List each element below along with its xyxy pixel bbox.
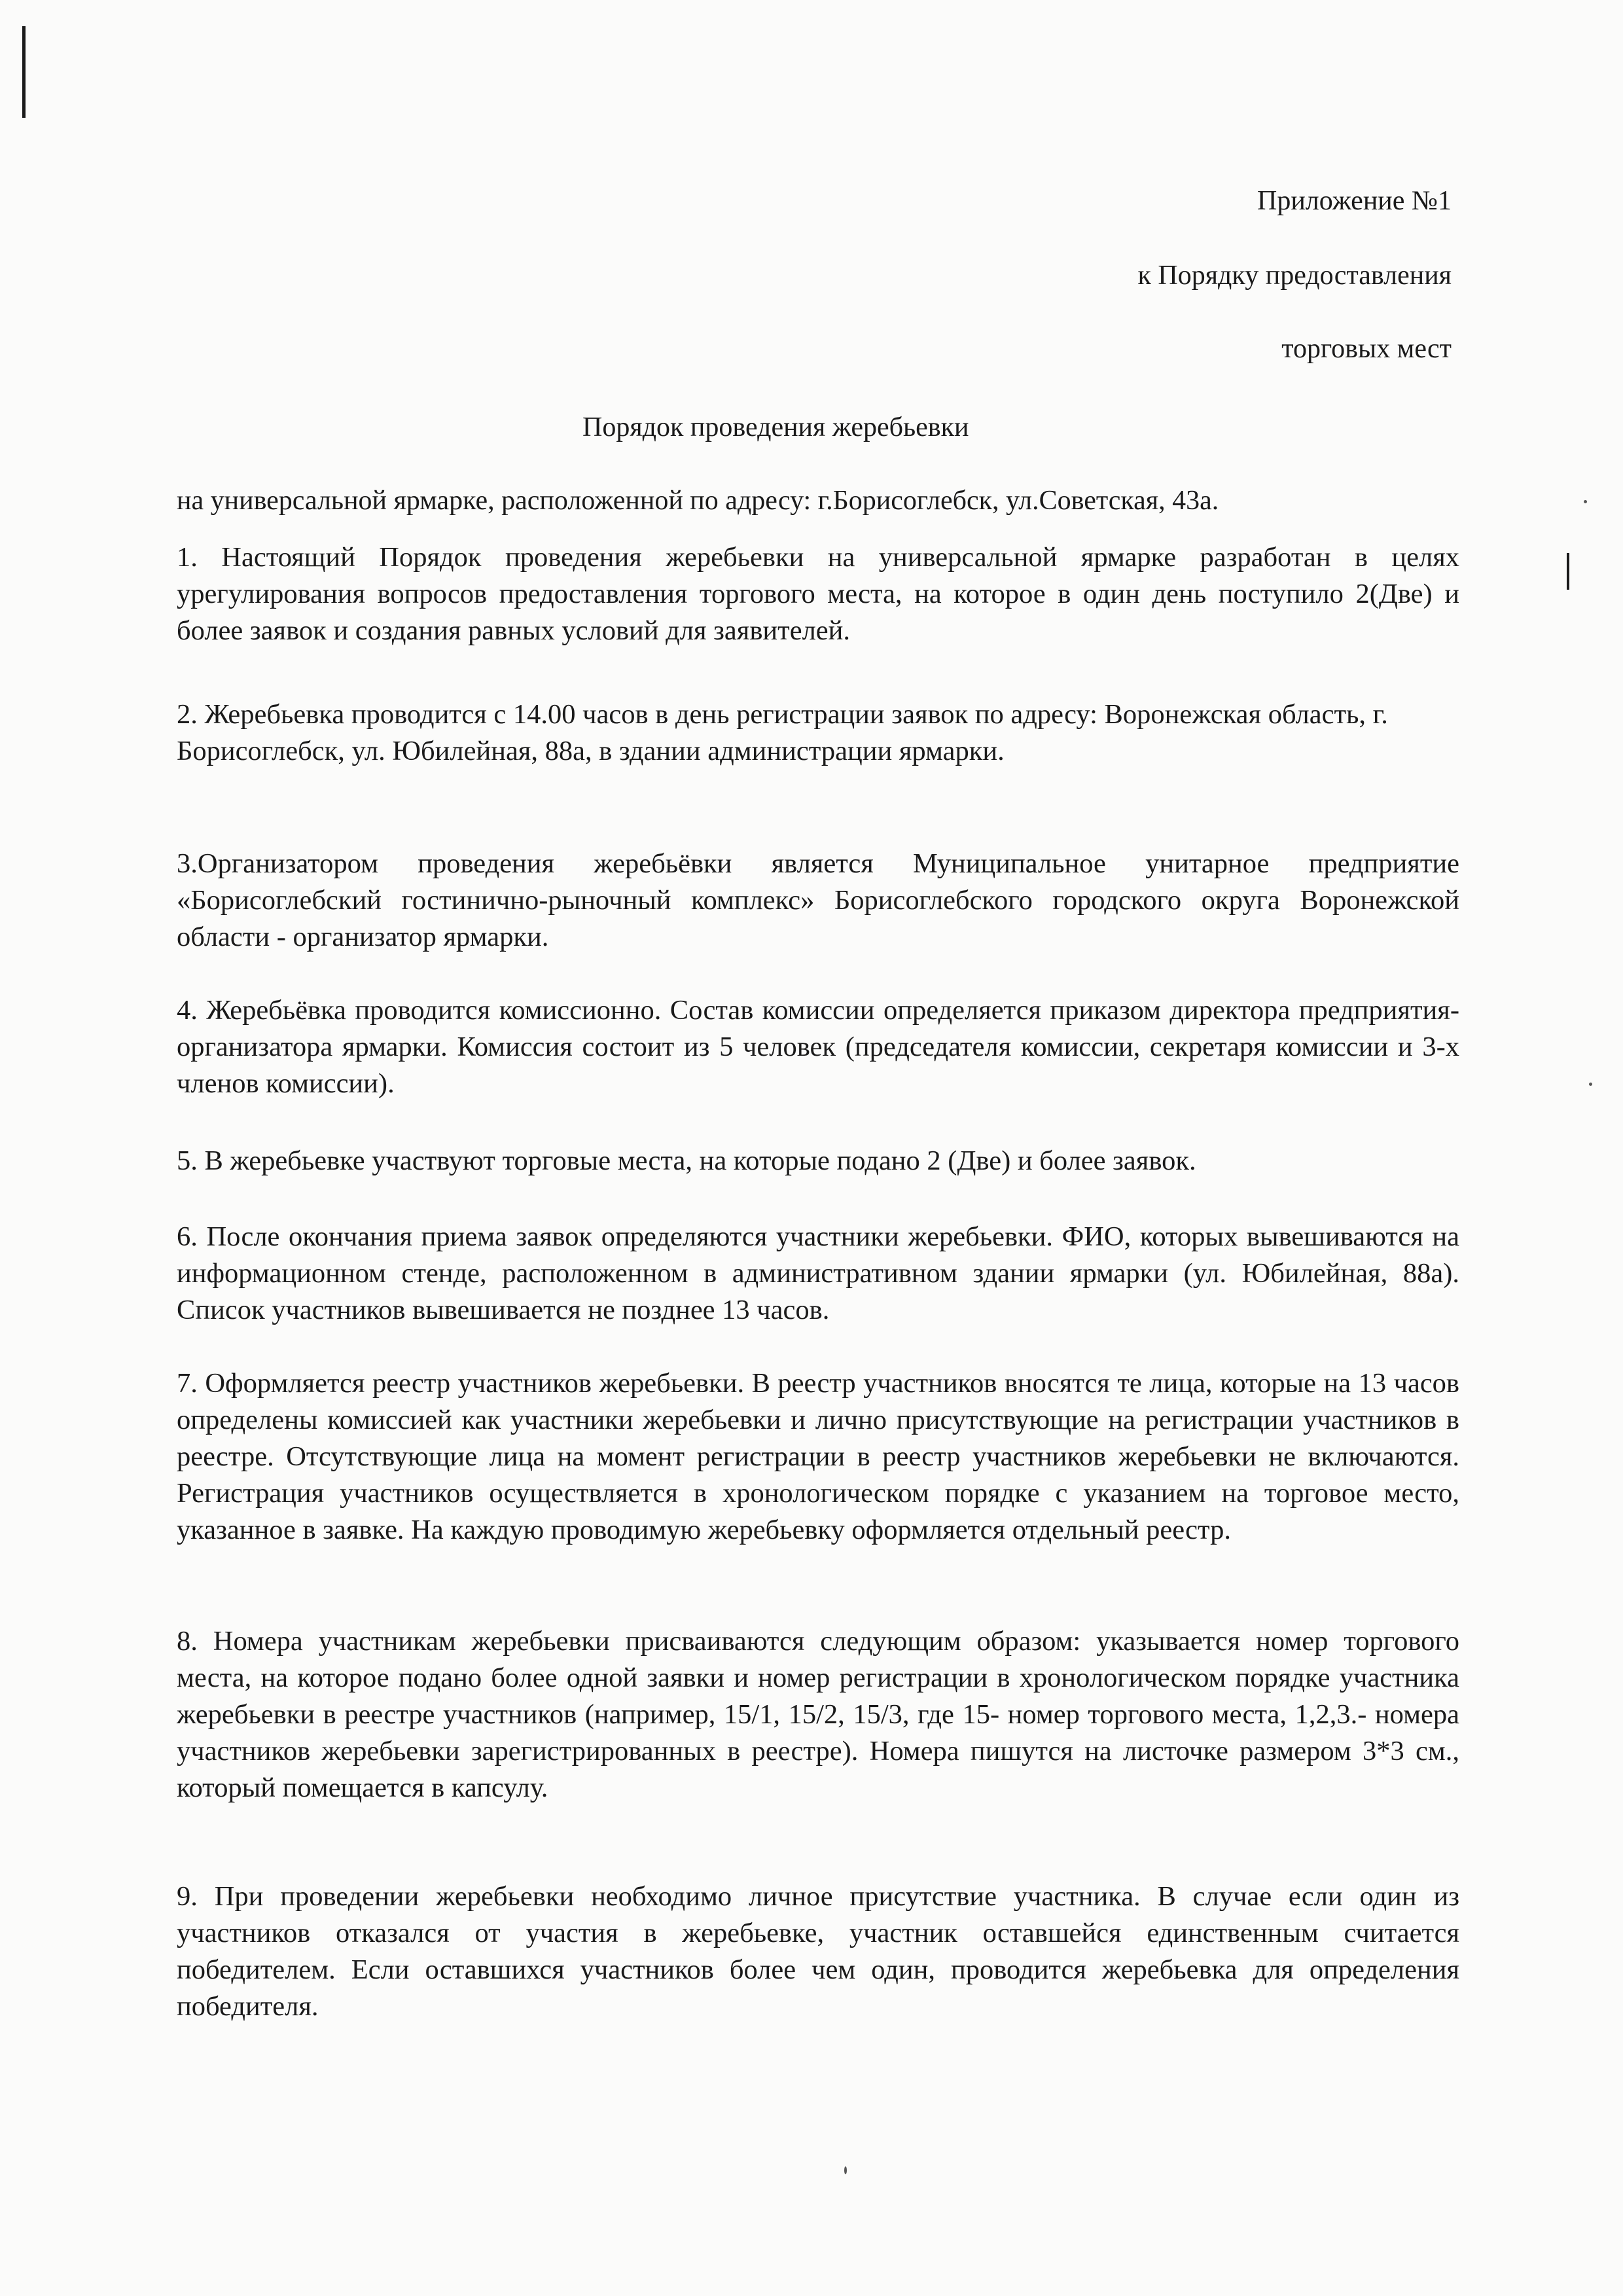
scan-edge-mark-right [1567,553,1569,590]
paragraph-8: 8. Номера участникам жеребьевки присваиваются следующим образом: указывается номер торгового места, на которое подано более одной заявки и номер регистрации в хронологическом порядке участника жеребьевки в реестре участников (например, 15/1, 15/2, 15/3, где 15- номер торгового места, 1,2,3.- номера участников жеребьевки зарегистрированных в реестре). Номера пишутся на листочке размером 3*3 см., который помещается в капсулу. [177,1626,1459,1803]
scan-speck [1584,500,1587,503]
document-subtitle: на универсальной ярмарке, расположенной по адресу: г.Борисоглебск, ул.Советская, 43а. [177,486,1219,516]
paragraph-3: 3.Организатором проведения жеребьёвки является Муниципальное унитарное предприятие «Борисоглебский гостинично-рыночный комплекс» Борисоглебского городского округа Воронежской области - организатор ярмарки. [177,848,1459,952]
appendix-number: Приложение №1 [1257,186,1452,216]
paragraph-5: 5. В жеребьевке участвуют торговые места, на которые подано 2 (Две) и более заявок. [177,1145,1196,1176]
paragraph-2: 2. Жеребьевка проводится с 14.00 часов в день регистрации заявок по адресу: Воронежская область, г. Борисоглебск, ул. Юбилейная, 88а, в здании администрации ярмарки. [177,699,1388,766]
paragraph-6: 6. После окончания приема заявок определяются участники жеребьевки. ФИО, которых вывешиваются на информационном стенде, расположенном в административном здании ярмарки (ул. Юбилейная, 88а). Список участников вывешивается не позднее 13 часов. [177,1221,1459,1325]
paragraph-1: 1. Настоящий Порядок проведения жеребьевки на универсальной ярмарке разработан в целях урегулирования вопросов предоставления торгового места, на которое в один день поступило 2(Две) и более заявок и создания равных условий для заявителей. [177,542,1459,646]
paragraph-4: 4. Жеребьёвка проводится комиссионно. Состав комиссии определяется приказом директора предприятия-организатора ярмарки. Комиссия состоит из 5 человек (председателя комиссии, секретаря комиссии и 3-х членов комиссии). [177,995,1459,1099]
paragraph-9: 9. При проведении жеребьевки необходимо личное присутствие участника. В случае если один из участников отказался от участия в жеребьевке, участник оставшейся единственным считается победителем. Если оставшихся участников более чем один, проводится жеребьевка для определения победителя. [177,1881,1459,2022]
appendix-reference: к Порядку предоставления [1137,260,1452,291]
appendix-reference-continued: торговых мест [1281,334,1452,364]
paragraph-7: 7. Оформляется реестр участников жеребьевки. В реестр участников вносятся те лица, которые на 13 часов определены комиссией как участники жеребьевки и лично присутствующие на регистрации участников в реестре. Отсутствующие лица на момент регистрации в реестр участников жеребьевки не включаются. Регистрация участников осуществляется в хронологическом порядке с указанием на торговое место, указанное в заявке. На каждую проводимую жеребьевку оформляется отдельный реестр. [177,1368,1459,1545]
scan-edge-mark-left [22,26,26,118]
scan-speck [1589,1083,1592,1086]
document-title: Порядок проведения жеребьевки [582,412,969,442]
scan-speck [844,2166,847,2174]
